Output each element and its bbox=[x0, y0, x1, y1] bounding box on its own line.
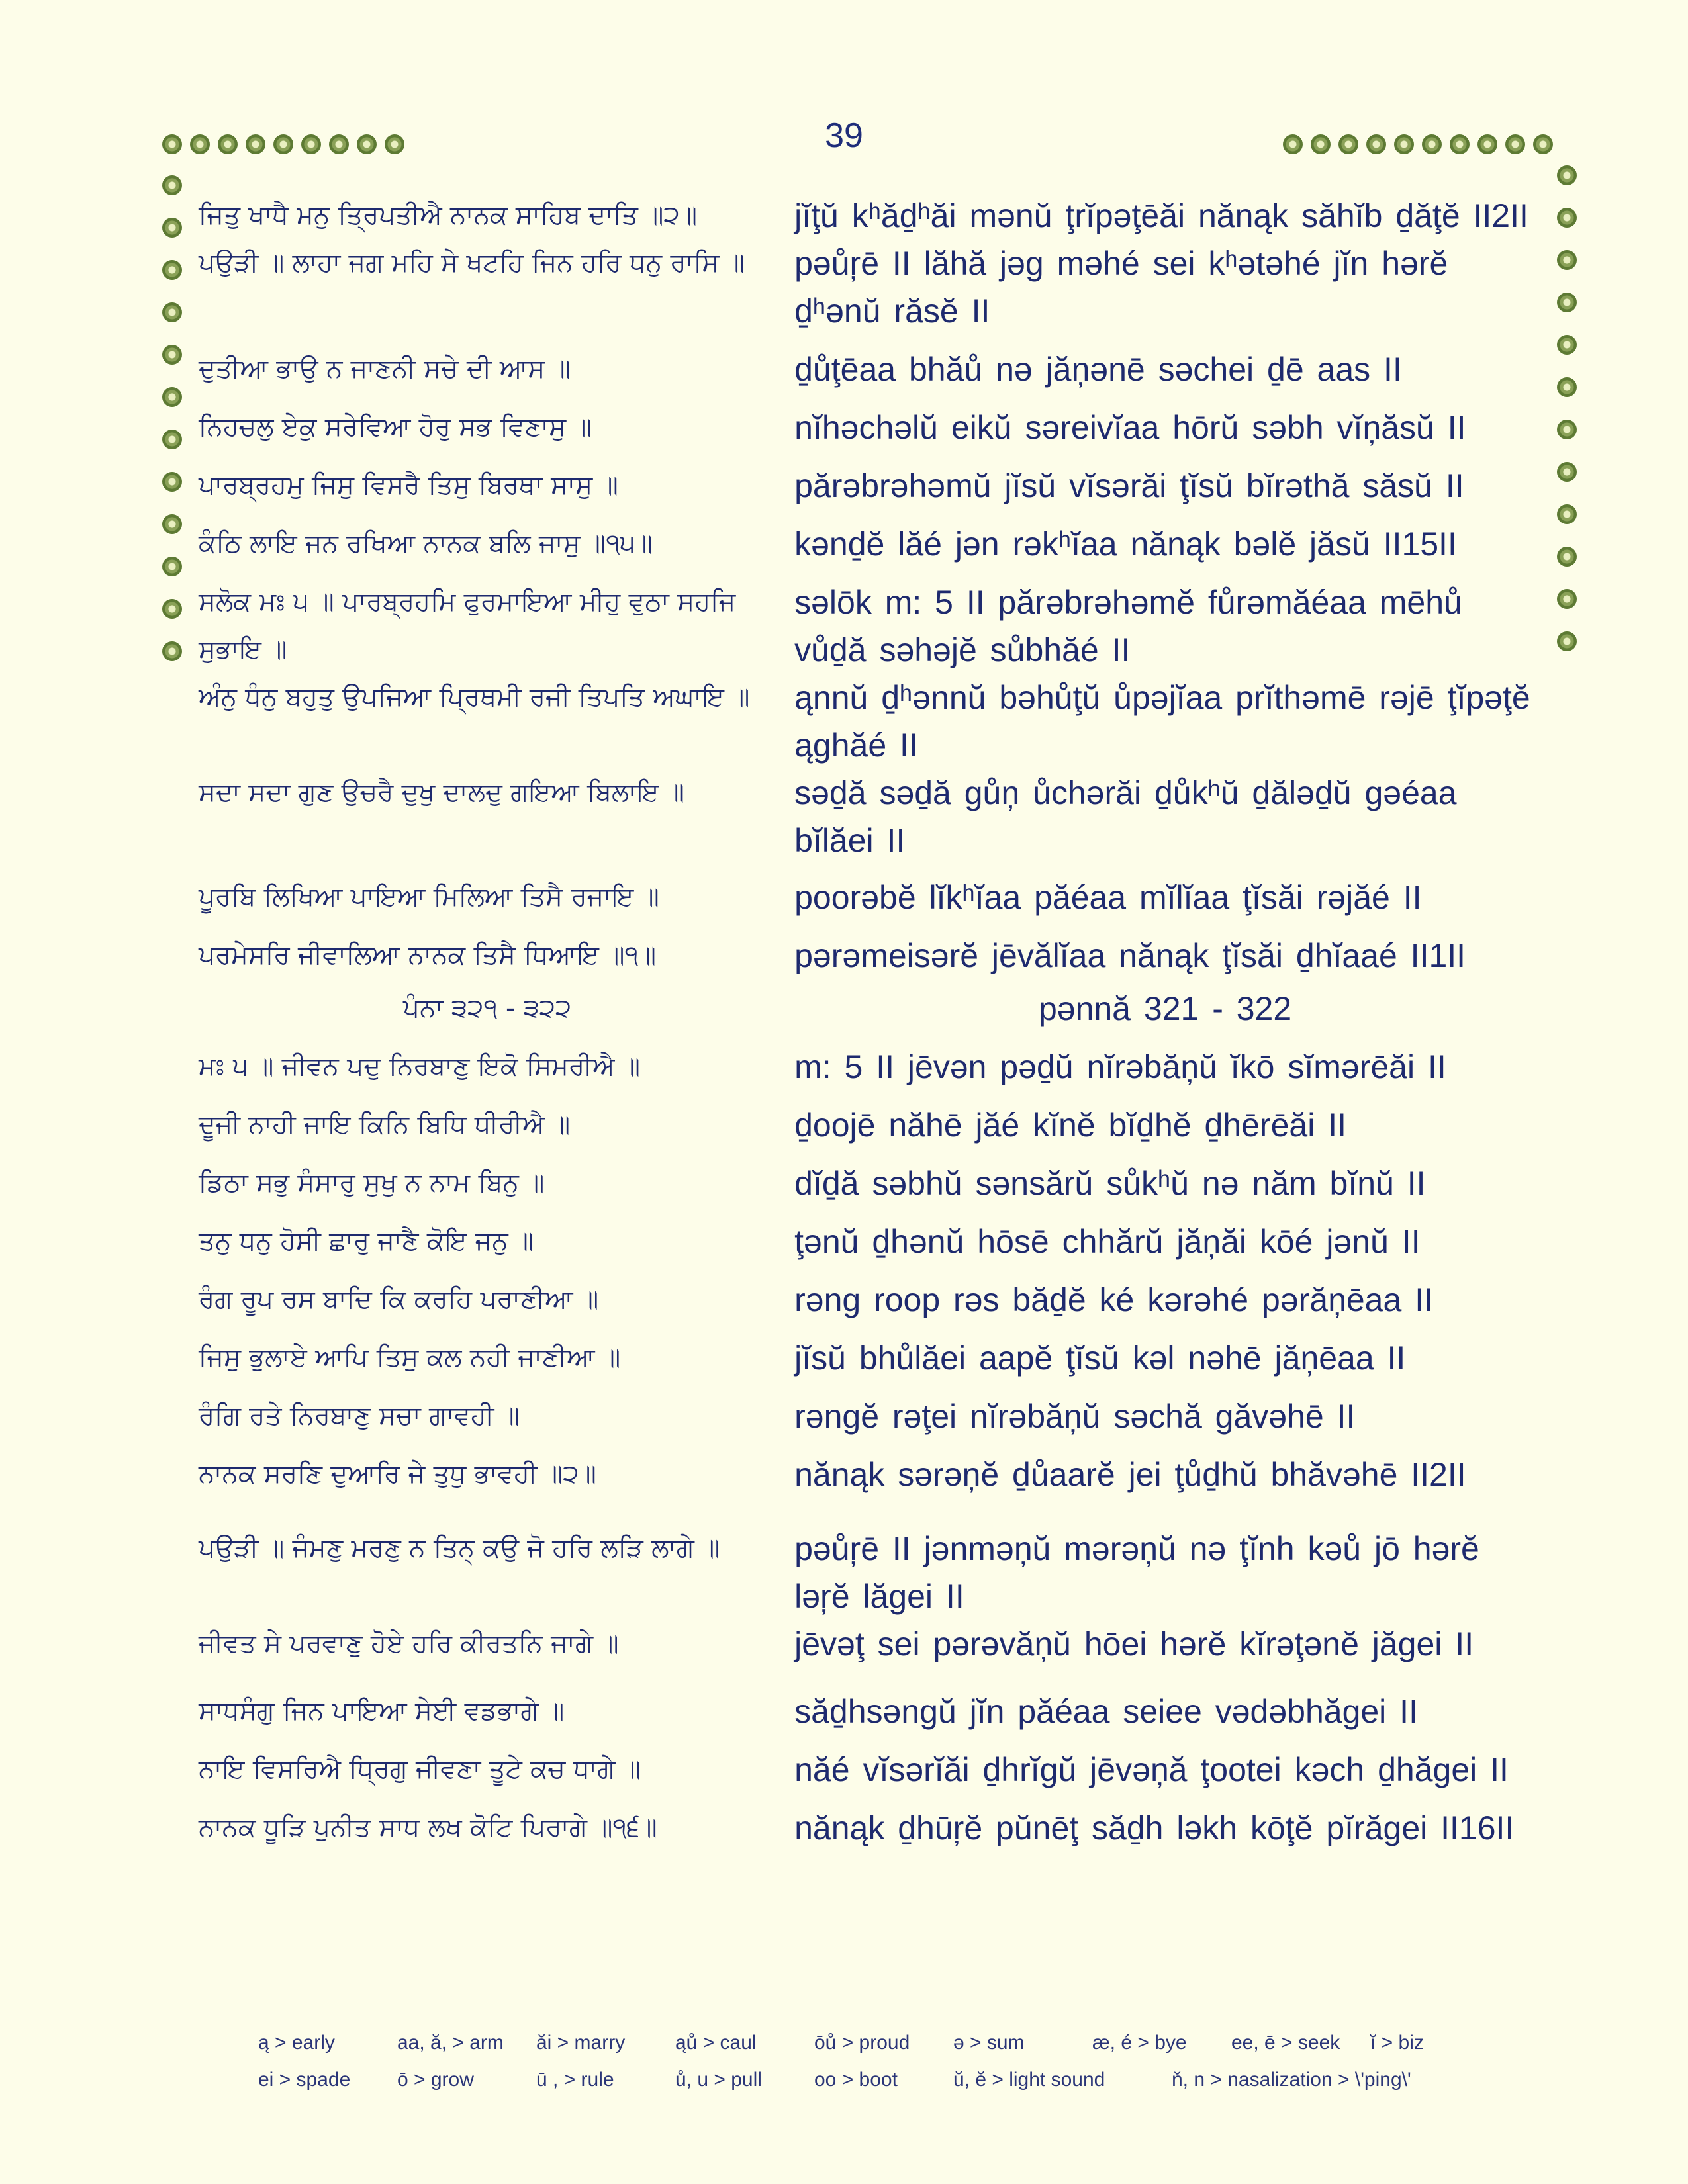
transliteration-text: jĭţŭ kʰăḏʰăi mənŭ ţrĭpəţēăi nănąk săhĭb ḏăţĕ II2II bbox=[794, 197, 1528, 234]
legend-item: ei > spade bbox=[258, 2069, 351, 2091]
transliteration-text: pəůŗē II jənməņŭ mərəņŭ nə ţĭnh kəů jō hərĕ ləŗĕ lăgei II bbox=[794, 1530, 1479, 1615]
flower-icon bbox=[1557, 165, 1577, 185]
page-range-label bbox=[199, 985, 1536, 1032]
verse-list bbox=[199, 192, 1536, 1852]
gurmukhi-text: ਰੰਗਿ ਰਤੇ ਨਿਰਬਾਣੁ ਸਚਾ ਗਾਵਹੀ ॥ bbox=[199, 1401, 520, 1431]
transliteration-text: poorəbĕ lĭkʰĭaa păéaa mĭlĭaa ţĭsăi rəjăé II bbox=[794, 879, 1422, 916]
flower-icon bbox=[301, 134, 321, 154]
legend-item: æ, é > bye bbox=[1092, 2032, 1187, 2054]
flower-icon bbox=[162, 557, 182, 576]
flower-icon bbox=[1557, 293, 1577, 312]
flower-icon bbox=[385, 134, 404, 154]
legend-item: ň, n > nasalization > \'ping\' bbox=[1172, 2069, 1411, 2091]
legend-row bbox=[258, 2032, 1516, 2054]
gurmukhi-text: ਪੰਨਾ ੩੨੧ - ੩੨੨ bbox=[402, 993, 572, 1023]
gurmukhi-text: ਸਲੋਕ ਮਃ ੫ ॥ ਪਾਰਬ੍ਰਹਮਿ ਫੁਰਮਾਇਆ ਮੀਹੁ ਵੁਠਾ ਸਹਜਿ ਸੁਭਾਇ ॥ bbox=[199, 587, 736, 664]
gurmukhi-text: ਪਾਰਬ੍ਰਹਮੁ ਜਿਸੁ ਵਿਸਰੈ ਤਿਸੁ ਬਿਰਥਾ ਸਾਸੁ ॥ bbox=[199, 471, 618, 500]
verse-row bbox=[199, 192, 1536, 240]
gurmukhi-text: ਰੰਗ ਰੂਪ ਰਸ ਬਾਦਿ ਕਿ ਕਰਹਿ ਪਰਾਣੀਆ ॥ bbox=[199, 1285, 599, 1314]
verse-row bbox=[199, 240, 1536, 335]
gurmukhi-text: ਦੁਤੀਆ ਭਾਉ ਨ ਜਾਣਨੀ ਸਚੇ ਦੀ ਆਸ ॥ bbox=[199, 354, 571, 384]
gurmukhi-text: ਪਉੜੀ ॥ ਲਾਹਾ ਜਗ ਮਹਿ ਸੇ ਖਟਹਿ ਜਿਨ ਹਰਿ ਧਨੁ ਰਾਸਿ ॥ bbox=[199, 248, 745, 278]
verse-row bbox=[199, 1043, 1536, 1091]
flower-icon bbox=[1557, 462, 1577, 482]
flower-icon bbox=[162, 134, 182, 154]
verse-row bbox=[199, 1804, 1536, 1852]
flower-icon bbox=[1557, 547, 1577, 567]
gurmukhi-text: ਦੂਜੀ ਨਾਹੀ ਜਾਇ ਕਿਨਿ ਬਿਧਿ ਧੀਰੀਐ ॥ bbox=[199, 1110, 571, 1140]
flower-icon bbox=[1311, 134, 1331, 154]
verse-row bbox=[199, 404, 1536, 451]
transliteration-text: săḏhsəngŭ jĭn păéaa seiee vədəbhăgei II bbox=[794, 1693, 1418, 1730]
flower-icon bbox=[1557, 335, 1577, 355]
flower-icon bbox=[1450, 134, 1470, 154]
verse-row bbox=[199, 1218, 1536, 1265]
gurmukhi-text: ਪਰਮੇਸਰਿ ਜੀਵਾਲਿਆ ਨਾਨਕ ਤਿਸੈ ਧਿਆਇ ॥੧॥ bbox=[199, 940, 657, 970]
transliteration-text: nănąk sərəņĕ ḏůaarĕ jei ţůḏhŭ bhăvəhē II2II bbox=[794, 1456, 1466, 1493]
gurmukhi-text: ਸਦਾ ਸਦਾ ਗੁਣ ਉਚਰੈ ਦੁਖੁ ਦਾਲਦੁ ਗਇਆ ਬਿਲਾਇ ॥ bbox=[199, 778, 685, 807]
page-number: 39 bbox=[825, 116, 863, 155]
legend-item: ů, u > pull bbox=[675, 2069, 762, 2091]
flower-icon bbox=[1557, 208, 1577, 228]
verse-row bbox=[199, 1334, 1536, 1382]
flower-icon bbox=[329, 134, 349, 154]
legend-item: ăi > marry bbox=[536, 2032, 626, 2054]
gurmukhi-text: ਪਉੜੀ ॥ ਜੰਮਣੁ ਮਰਣੁ ਨ ਤਿਨ੍ ਕਉ ਜੋ ਹਰਿ ਲੜਿ ਲਾਗੇ ॥ bbox=[199, 1533, 720, 1563]
transliteration-text: səlōk m: 5 II părəbrəhəmĕ fůrəmăéaa mēhů vůḏă səhəjĕ sůbhăé II bbox=[794, 584, 1462, 668]
legend-item: ĭ > biz bbox=[1370, 2032, 1424, 2054]
pronunciation-legend bbox=[258, 2032, 1516, 2106]
legend-item: ąů > caul bbox=[675, 2032, 757, 2054]
flower-icon bbox=[162, 430, 182, 449]
transliteration-text: ąnnŭ ḏʰənnŭ bəhůţŭ ůpəjĭaa prĭthəmē rəjē ţĭpəţĕ ąghăé II bbox=[794, 679, 1530, 764]
transliteration-text: pəůŗē II lăhă jəg məhé sei kʰətəhé jĭn hərĕ ḏʰənŭ răsĕ II bbox=[794, 245, 1448, 330]
verse-row bbox=[199, 1746, 1536, 1794]
transliteration-text: səḏă səḏă gůņ ůchərăi ḏůkʰŭ ḏăləḏŭ gəéaa bĭlăei II bbox=[794, 774, 1457, 859]
gurmukhi-text: ਤਨੁ ਧਨੁ ਹੋਸੀ ਛਾਰੁ ਜਾਣੈ ਕੋਇ ਜਨੁ ॥ bbox=[199, 1226, 534, 1256]
flower-icon bbox=[162, 345, 182, 365]
flower-icon bbox=[190, 134, 210, 154]
flower-icon bbox=[1366, 134, 1386, 154]
flower-icon bbox=[1505, 134, 1525, 154]
legend-item: ō > grow bbox=[397, 2069, 474, 2091]
gurmukhi-text: ਨਿਹਚਲੁ ਏਕੁ ਸਰੇਵਿਆ ਹੋਰੁ ਸਭ ਵਿਣਾਸੁ ॥ bbox=[199, 412, 592, 442]
transliteration-text: m: 5 II jēvən pəḏŭ nĭrəbăņŭ ĭkō sĭmərēăi II bbox=[794, 1048, 1446, 1085]
top-left-flower-border bbox=[162, 134, 404, 154]
verse-row bbox=[199, 1451, 1536, 1498]
flower-icon bbox=[162, 260, 182, 280]
gurmukhi-text: ਕੰਠਿ ਲਾਇ ਜਨ ਰਖਿਆ ਨਾਨਕ ਬਲਿ ਜਾਸੁ ॥੧੫॥ bbox=[199, 529, 653, 559]
transliteration-text: dĭḏă səbhŭ sənsărŭ sůkʰŭ nə năm bĭnŭ II bbox=[794, 1165, 1426, 1202]
legend-item: ə > sum bbox=[953, 2032, 1025, 2054]
flower-icon bbox=[162, 302, 182, 322]
verse-row bbox=[199, 932, 1536, 979]
legend-item: ōů > proud bbox=[814, 2032, 910, 2054]
gurmukhi-text: ਨਾਨਕ ਸਰਣਿ ਦੁਆਰਿ ਜੇ ਤੁਧੁ ਭਾਵਹੀ ॥੨॥ bbox=[199, 1459, 596, 1489]
verse-row bbox=[199, 1620, 1536, 1668]
flower-icon bbox=[162, 641, 182, 661]
transliteration-text: părəbrəhəmŭ jĭsŭ vĭsərăi ţĭsŭ bĭrəthă săsŭ II bbox=[794, 467, 1464, 504]
top-right-flower-border bbox=[1283, 134, 1553, 154]
right-flower-border bbox=[1557, 165, 1577, 651]
flower-icon bbox=[1557, 589, 1577, 609]
left-flower-border bbox=[162, 175, 182, 661]
verse-row bbox=[199, 462, 1536, 510]
verse-row bbox=[199, 1525, 1536, 1620]
gurmukhi-text: ਅੰਨੁ ਧੰਨੁ ਬਹੁਤੁ ਉਪਜਿਆ ਪ੍ਰਿਥਮੀ ਰਜੀ ਤਿਪਤਿ ਅਘਾਇ ॥ bbox=[199, 682, 750, 712]
gurmukhi-text: ਜਿਸੁ ਭੁਲਾਏ ਆਪਿ ਤਿਸੁ ਕਲ ਨਹੀ ਜਾਣੀਆ ॥ bbox=[199, 1343, 621, 1373]
flower-icon bbox=[1557, 420, 1577, 439]
legend-item: ą > early bbox=[258, 2032, 335, 2054]
flower-icon bbox=[1394, 134, 1414, 154]
flower-icon bbox=[357, 134, 377, 154]
legend-item: ū , > rule bbox=[536, 2069, 614, 2091]
flower-icon bbox=[1533, 134, 1553, 154]
legend-row bbox=[258, 2069, 1516, 2091]
flower-icon bbox=[273, 134, 293, 154]
transliteration-text: pərəmeisərĕ jēvălĭaa nănąk ţĭsăi ḏhĭaaé II1II bbox=[794, 937, 1466, 974]
legend-item: oo > boot bbox=[814, 2069, 898, 2091]
verse-row bbox=[199, 520, 1536, 568]
transliteration-text: jēvəţ sei pərəvăņŭ hōei hərĕ kĭrəţənĕ jăgei II bbox=[794, 1625, 1474, 1662]
transliteration-text: jĭsŭ bhůlăei aapĕ ţĭsŭ kəl nəhē jăņēaa II bbox=[794, 1340, 1406, 1377]
verse-row bbox=[199, 1160, 1536, 1207]
transliteration-text: nănąk ḏhūŗĕ pŭnēţ săḏh ləkh kōţĕ pĭrăgei II16II bbox=[794, 1809, 1515, 1846]
flower-icon bbox=[162, 514, 182, 534]
legend-item: ee, ē > seek bbox=[1231, 2032, 1340, 2054]
gurmukhi-text: ਨਾਇ ਵਿਸਰਿਐ ਧ੍ਰਿਗੁ ਜੀਵਣਾ ਤੂਟੇ ਕਚ ਧਾਗੇ ॥ bbox=[199, 1754, 641, 1784]
verse-row bbox=[199, 874, 1536, 921]
transliteration-text: rəng roop rəs băḏĕ ké kərəhé pərăņēaa II bbox=[794, 1281, 1433, 1318]
transliteration-text: ḏoojē năhē jăé kĭnĕ bĭḏhĕ ḏhērēăi II bbox=[794, 1107, 1346, 1144]
legend-item: aa, ă, > arm bbox=[397, 2032, 504, 2054]
verse-row bbox=[199, 1688, 1536, 1735]
verse-row bbox=[199, 674, 1536, 769]
flower-icon bbox=[162, 387, 182, 407]
verse-row bbox=[199, 345, 1536, 393]
flower-icon bbox=[162, 175, 182, 195]
flower-icon bbox=[162, 599, 182, 619]
transliteration-text: năé vĭsərĭăi ḏhrĭgŭ jēvəņă ţootei kəch ḏhăgei II bbox=[794, 1751, 1509, 1788]
flower-icon bbox=[1557, 377, 1577, 397]
flower-icon bbox=[1283, 134, 1303, 154]
flower-icon bbox=[246, 134, 265, 154]
gurmukhi-text: ਪੂਰਬਿ ਲਿਖਿਆ ਪਾਇਆ ਮਿਲਿਆ ਤਿਸੈ ਰਜਾਇ ॥ bbox=[199, 882, 659, 912]
flower-icon bbox=[1557, 504, 1577, 524]
verse-row bbox=[199, 1392, 1536, 1440]
transliteration-text: ţənŭ ḏhənŭ hōsē chhărŭ jăņăi kōé jənŭ II bbox=[794, 1223, 1421, 1260]
verse-row bbox=[199, 1276, 1536, 1324]
transliteration-text: kənḏĕ lăé jən rəkʰĭaa nănąk bəlĕ jăsŭ II15II bbox=[794, 525, 1457, 563]
gurmukhi-text: ਜੀਵਤ ਸੇ ਪਰਵਾਣੁ ਹੋਏ ਹਰਿ ਕੀਰਤਨਿ ਜਾਗੇ ॥ bbox=[199, 1629, 619, 1659]
flower-icon bbox=[1338, 134, 1358, 154]
transliteration-text: rəngĕ rəţei nĭrəbăņŭ səchă găvəhē II bbox=[794, 1398, 1356, 1435]
flower-icon bbox=[1557, 631, 1577, 651]
gurmukhi-text: ਜਿਤੁ ਖਾਧੈ ਮਨੁ ਤ੍ਰਿਪਤੀਐ ਨਾਨਕ ਸਾਹਿਬ ਦਾਤਿ ॥੨॥ bbox=[199, 201, 698, 230]
gurmukhi-text: ਮਃ ੫ ॥ ਜੀਵਨ ਪਦੁ ਨਿਰਬਾਣੁ ਇਕੋ ਸਿਮਰੀਐ ॥ bbox=[199, 1052, 641, 1081]
gurmukhi-text: ਨਾਨਕ ਧੂੜਿ ਪੁਨੀਤ ਸਾਧ ਲਖ ਕੋਟਿ ਪਿਰਾਗੇ ॥੧੬॥ bbox=[199, 1813, 657, 1843]
verse-row bbox=[199, 1101, 1536, 1149]
flower-icon bbox=[1557, 250, 1577, 270]
verse-row bbox=[199, 578, 1536, 674]
flower-icon bbox=[218, 134, 238, 154]
gurmukhi-text: ਸਾਧਸੰਗੁ ਜਿਨ ਪਾਇਆ ਸੇਈ ਵਡਭਾਗੇ ॥ bbox=[199, 1696, 565, 1726]
flower-icon bbox=[162, 472, 182, 492]
transliteration-text: nĭhəchəlŭ eikŭ səreivĭaa hōrŭ səbh vĭņăsŭ II bbox=[794, 409, 1466, 446]
gurmukhi-text: ਡਿਠਾ ਸਭੁ ਸੰਸਾਰੁ ਸੁਖੁ ਨ ਨਾਮ ਬਿਨੁ ॥ bbox=[199, 1168, 545, 1198]
flower-icon bbox=[162, 218, 182, 238]
transliteration-text: ḏůţēaa bhăů nə jăņənē səchei ḏē aas II bbox=[794, 351, 1402, 388]
verse-row bbox=[199, 769, 1536, 864]
transliteration-text: pənnă 321 - 322 bbox=[1038, 990, 1292, 1027]
flower-icon bbox=[1422, 134, 1442, 154]
legend-item: ŭ, ĕ > light sound bbox=[953, 2069, 1105, 2091]
flower-icon bbox=[1477, 134, 1497, 154]
